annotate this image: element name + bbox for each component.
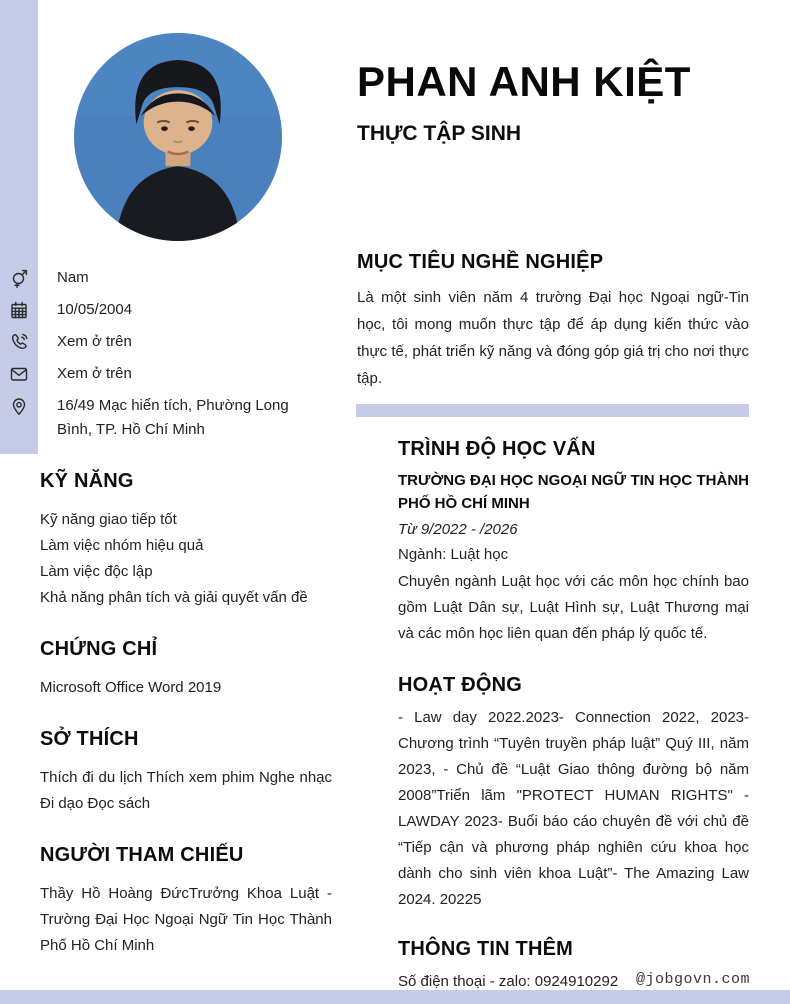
person-name: PHAN ANH KIỆT [357, 58, 691, 105]
watermark: @jobgovn.com [635, 971, 750, 988]
references-heading: NGƯỜI THAM CHIẾU [40, 844, 244, 866]
section-references [40, 841, 332, 959]
location-icon [0, 394, 38, 416]
section-hobbies [40, 725, 332, 817]
left-column [40, 467, 332, 959]
profile-photo-illustration [74, 33, 282, 241]
contact-row-birthdate [0, 298, 318, 322]
gender-icon [0, 266, 38, 288]
education-major: Ngành: Luật học [398, 546, 509, 563]
skill-item: Khả năng phân tích và giải quyết vấn đề [40, 589, 308, 606]
objective-text: Là một sinh viên năm 4 trường Đại học Ngoại ngữ-Tin học, tôi mong muốn thực tập để áp dụng kiến thức vào thực tế, phát triển kỹ năng và đóng góp giá trị cho nơi thực tập. [357, 289, 749, 387]
skill-item: Làm việc nhóm hiệu quả [40, 537, 204, 554]
education-school: TRƯỜNG ĐẠI HỌC NGOẠI NGỮ TIN HỌC THÀNH PHỐ HỒ CHÍ MINH [398, 472, 749, 512]
hobbies-heading: SỞ THÍCH [40, 728, 139, 750]
activities-heading: HOẠT ĐỘNG [398, 674, 523, 696]
profile-photo [74, 33, 282, 241]
education-period: Từ 9/2022 - /2026 [398, 521, 518, 538]
contact-email-value: Xem ở trên [57, 365, 132, 382]
contact-row-address [0, 394, 318, 442]
contact-row-gender [0, 266, 318, 290]
references-text: Thầy Hồ Hoàng ĐứcTrưởng Khoa Luật - Trường Đại Học Ngoại Ngữ Tin Học Thành Phố Hồ Chí Minh [40, 885, 332, 954]
education-description: Chuyên ngành Luật học với các môn học chính bao gồm Luật Dân sự, Luật Hình sự, Luật Thương mại và các môn học liên quan đến pháp lý quốc tế. [398, 573, 749, 642]
skill-item: Kỹ năng giao tiếp tốt [40, 511, 177, 528]
contact-gender-value: Nam [57, 269, 89, 286]
additional-info-heading: THÔNG TIN THÊM [398, 938, 574, 960]
certificate-item: Microsoft Office Word 2019 [40, 679, 222, 696]
mail-icon [0, 362, 38, 384]
hobbies-text: Thích đi du lịch Thích xem phim Nghe nhạc Đi dạo Đọc sách [40, 769, 332, 812]
contact-row-email [0, 362, 318, 386]
contact-birthdate-value: 10/05/2004 [57, 301, 133, 318]
section-skills [40, 467, 332, 611]
bottom-accent-bar [0, 990, 790, 1004]
certificates-heading: CHỨNG CHỈ [40, 638, 158, 660]
contact-info [0, 266, 318, 450]
section-divider-bar [356, 404, 749, 417]
section-certificates [40, 635, 332, 701]
activities-text: - Law day 2022.2023- Connection 2022, 2023- Chương trình “Tuyên truyền pháp luật” Quý III, năm 2023, - Chủ đề “Luật Giao thông đường bộ năm 2008”Triển lãm "PROTECT HUMAN RIGHTS" - LAWDAY 2023- Buổi báo cáo chuyên đề với chủ đề “Tiếp cận và phương pháp nghiên cứu khoa học dành cho sinh viên khoa Luật”- The Amazing Law 2024. 20225 [398, 709, 749, 908]
right-indented-sections [398, 435, 749, 995]
calendar-icon [0, 298, 38, 320]
phone-icon [0, 330, 38, 352]
contact-phone-value: Xem ở trên [57, 333, 132, 350]
objective-heading: MỤC TIÊU NGHỀ NGHIỆP [357, 251, 604, 273]
contact-address-value: 16/49 Mạc hiển tích, Phường Long Bình, TP. Hồ Chí Minh [57, 397, 289, 438]
person-job-title: THỰC TẬP SINH [357, 122, 522, 145]
right-column [357, 58, 749, 995]
skills-heading: KỸ NĂNG [40, 470, 134, 492]
additional-info-text: Số điện thoại - zalo: 0924910292 [398, 973, 619, 990]
education-heading: TRÌNH ĐỘ HỌC VẤN [398, 438, 596, 460]
skill-item: Làm việc độc lập [40, 563, 153, 580]
contact-row-phone [0, 330, 318, 354]
